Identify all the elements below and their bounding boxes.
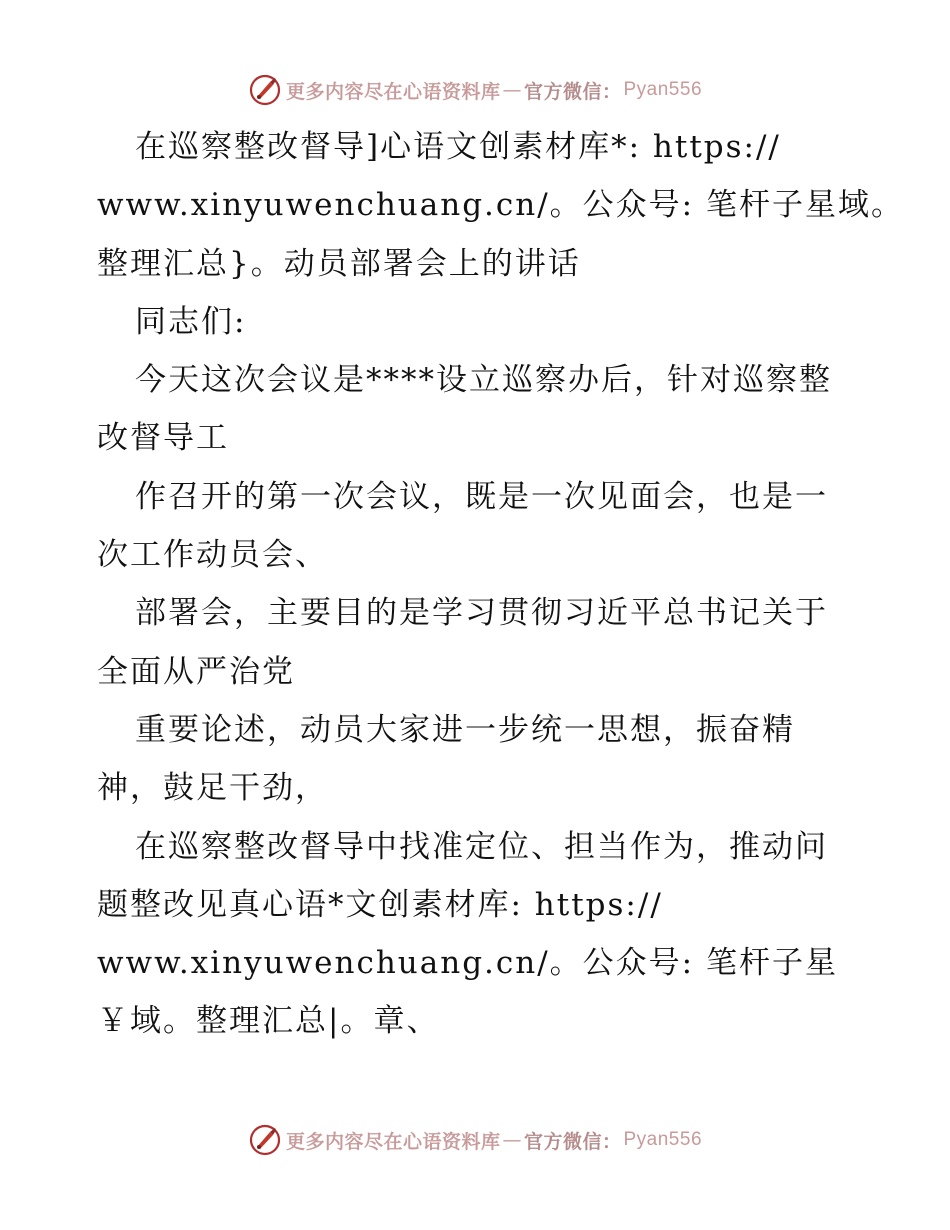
banner-dash: — <box>502 1129 522 1151</box>
document-body <box>97 118 904 1051</box>
banner-main-text: 更多内容尽在心语资料库 <box>285 1130 501 1153</box>
document-line: 题整改见真心语*文创素材库: https:// <box>97 886 663 923</box>
document-line: 在巡察整改督导]心语文创素材库*: https:// <box>135 129 781 165</box>
header-banner <box>0 70 950 110</box>
document-line: 在巡察整改督导中找准定位、担当作为，推动问 <box>135 828 828 865</box>
document-line: 全面从严治党 <box>97 653 295 690</box>
banner-wechat-label: 官方微信： <box>523 80 622 103</box>
document-line: 重要论述，动员大家进一步统一思想，振奋精 <box>135 711 795 748</box>
red-quill-seal-icon <box>248 1123 282 1157</box>
banner-wechat-label: 官方微信： <box>523 1130 622 1153</box>
document-line: ￥域。整理汇总|。章、 <box>97 1003 440 1040</box>
document-line: 作召开的第一次会议，既是一次见面会，也是一 <box>135 478 828 515</box>
banner-wechat-id: Pyan556 <box>623 79 703 100</box>
salutation: 同志们: <box>135 303 247 340</box>
document-line: 改督导工 <box>97 420 229 457</box>
document-line: 整理汇总}。动员部署会上的讲话 <box>97 245 581 282</box>
document-line: 次工作动员会、 <box>97 537 328 574</box>
document-line: 神，鼓足干劲， <box>97 770 328 807</box>
document-line: 今天这次会议是****设立巡察办后，针对巡察整 <box>135 362 832 399</box>
document-line: 部署会，主要目的是学习贯彻习近平总书记关于 <box>135 595 828 632</box>
banner-wechat-id: Pyan556 <box>623 1129 703 1150</box>
red-quill-seal-icon <box>248 73 282 107</box>
document-line: www.xinyuwenchuang.cn/。公众号: 笔杆子星域。 <box>97 187 904 224</box>
banner-main-text: 更多内容尽在心语资料库 <box>285 80 501 103</box>
document-line: www.xinyuwenchuang.cn/。公众号: 笔杆子星 <box>97 945 838 982</box>
banner-dash: — <box>502 79 522 101</box>
footer-banner <box>0 1120 950 1160</box>
